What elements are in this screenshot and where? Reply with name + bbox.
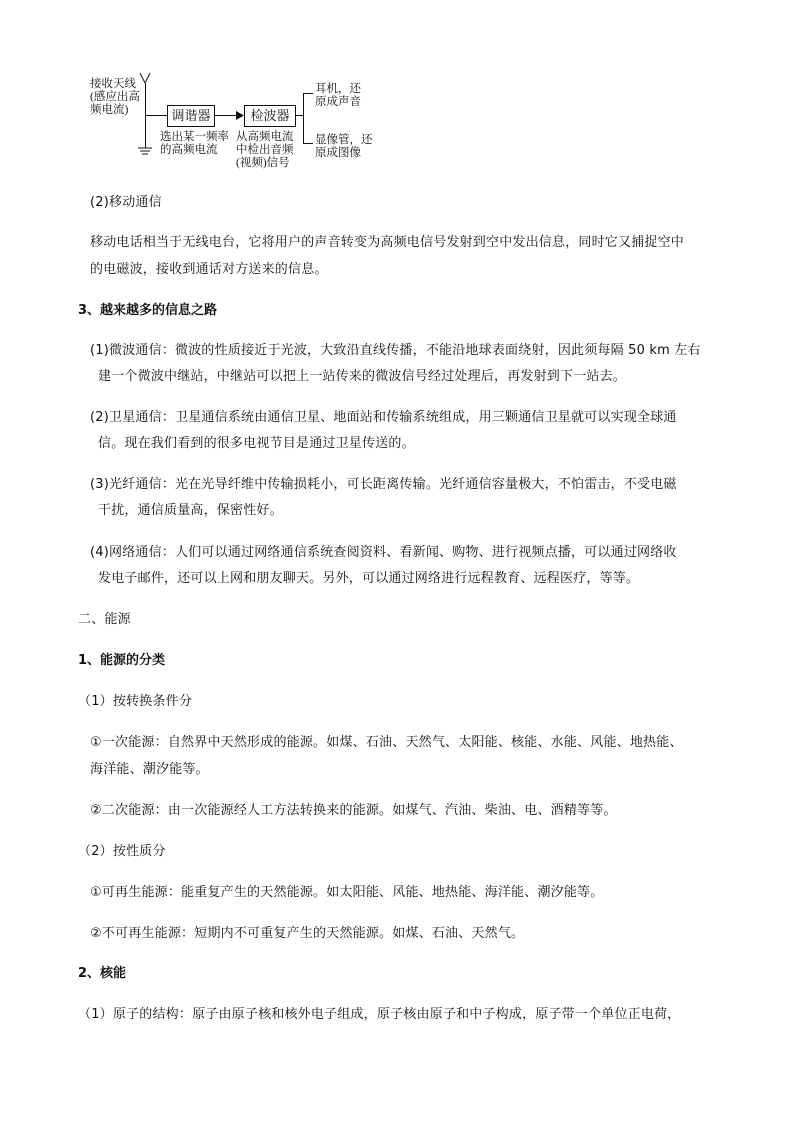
subheading-by-conversion: （1）按转换条件分 bbox=[78, 694, 193, 709]
section-heading-info-road: 3、越来越多的信息之路 bbox=[78, 303, 218, 318]
detector-note: 从高频电流 中检出音频 (视频)信号 bbox=[236, 131, 294, 169]
atom-structure-line: （1）原子的结构：原子由原子核和核外电子组成，原子核由原子和中子构成，原子带一个单位正电荷， bbox=[78, 1007, 681, 1022]
arrow-right-icon bbox=[236, 111, 244, 120]
detector-box: 检波器 bbox=[244, 105, 296, 127]
mobile-paragraph-line-2: 的电磁波，接收到通话对方送来的信息。 bbox=[90, 262, 328, 277]
fiber-line-1: (3)光纤通信：光在光导纤维中传输损耗小，可长距离传输。光纤通信容量极大，不怕雷击，不受电磁 bbox=[90, 477, 677, 492]
primary-energy-line-1: ①一次能源：自然界中天然形成的能源。如煤、石油、天然气、太阳能、核能、水能、风能、地热能、 bbox=[90, 735, 683, 750]
output-split-line bbox=[303, 93, 304, 143]
heading-nuclear: 2、核能 bbox=[78, 966, 127, 981]
tuner-note: 选出某一频率 的高频电流 bbox=[160, 131, 229, 156]
primary-energy-line-2: 海洋能、潮汐能等。 bbox=[90, 762, 209, 777]
renewable-energy: ①可再生能源：能重复产生的天然能源。如太阳能、风能、地热能、海洋能、潮汐能等。 bbox=[90, 885, 604, 900]
section-heading-energy: 二、能源 bbox=[78, 612, 131, 627]
mobile-heading: (2)移动通信 bbox=[90, 195, 162, 210]
microwave-line-1: (1)微波通信：微波的性质接近于光波，大致沿直线传播，不能沿地球表面绕射，因此须每隔 50 km 左右 bbox=[90, 343, 701, 358]
antenna-to-tuner-line bbox=[145, 115, 167, 116]
nonrenewable-energy: ②不可再生能源：短期内不可重复产生的天然能源。如煤、石油、天然气。 bbox=[90, 926, 525, 941]
tuner-box: 调谐器 bbox=[167, 105, 215, 127]
audio-output-label: 耳机，还 原成声音 bbox=[315, 83, 361, 108]
detector-out-line bbox=[295, 115, 303, 116]
subheading-by-nature: （2）按性质分 bbox=[78, 844, 166, 859]
video-output-label: 显像管，还 原成图像 bbox=[315, 134, 373, 159]
ground-icon bbox=[137, 147, 153, 159]
mobile-paragraph-line-1: 移动电话相当于无线电台，它将用户的声音转变为高频电信号发射到空中发出信息，同时它又捕捉空中 bbox=[90, 235, 685, 250]
secondary-energy: ②二次能源：由一次能源经人工方法转换来的能源。如煤气、汽油、柴油、电、酒精等等。 bbox=[90, 803, 617, 818]
microwave-line-2: 建一个微波中继站，中继站可以把上一站传来的微波信号经过处理后，再发射到下一站去。 bbox=[98, 369, 627, 384]
fiber-line-2: 干扰，通信质量高，保密性好。 bbox=[98, 503, 283, 518]
video-branch-line bbox=[303, 143, 313, 144]
antenna-label: 接收天线 (感应出高 频电流) bbox=[90, 78, 140, 116]
audio-branch-line bbox=[303, 93, 313, 94]
tuner-to-detector-arrow bbox=[214, 115, 238, 116]
satellite-line-1: (2)卫星通信：卫星通信系统由通信卫星、地面站和传输系统组成，用三颗通信卫星就可以实现全球通 bbox=[90, 410, 677, 425]
network-line-1: (4)网络通信：人们可以通过网络通信系统查阅资料、看新闻、购物、进行视频点播，可以通过网络收 bbox=[90, 545, 677, 560]
heading-energy-classification: 1、能源的分类 bbox=[78, 653, 166, 668]
network-line-2: 发电子邮件，还可以上网和朋友聊天。另外，可以通过网络进行远程教育、远程医疗，等等。 bbox=[98, 571, 640, 586]
satellite-line-2: 信。现在我们看到的很多电视节目是通过卫星传送的。 bbox=[98, 436, 415, 451]
